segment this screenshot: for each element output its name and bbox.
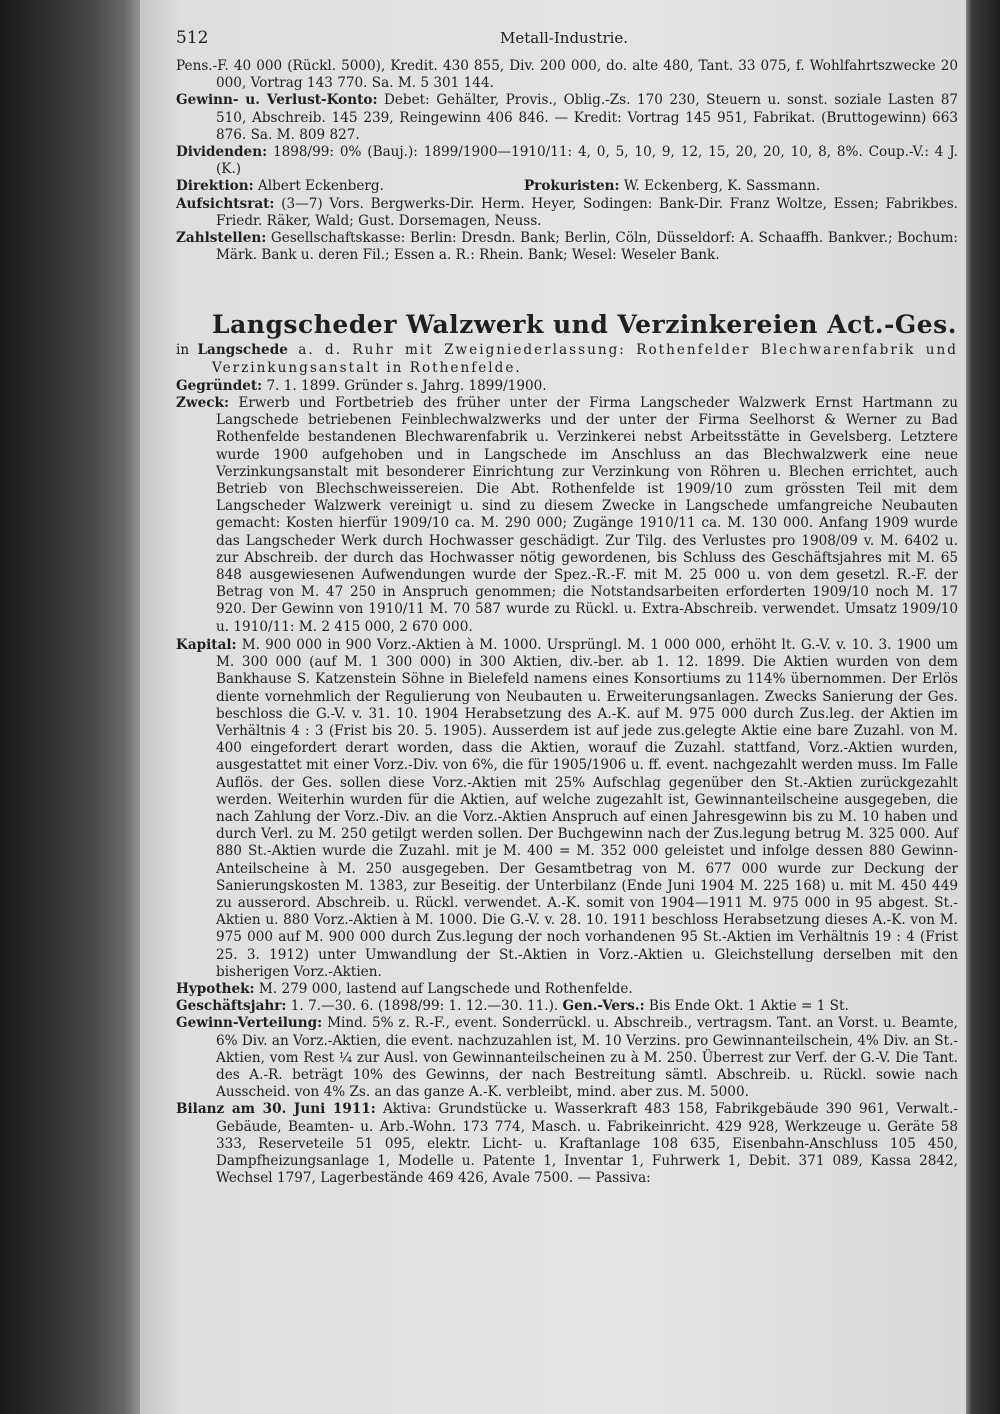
supervisory-board-label: Aufsichtsrat: [176, 195, 275, 212]
proxies-text: W. Eckenberg, K. Sassmann. [619, 178, 821, 195]
management-label: Direktion: [176, 178, 254, 195]
fiscal-year [176, 998, 958, 1015]
supervisory-board [176, 196, 958, 230]
general-meeting-text: Bis Ende Okt. 1 Aktie = 1 St. [644, 998, 849, 1015]
fiscal-year-text: 1. 7.—30. 6. (1898/99: 1. 12.—30. 11.). [286, 998, 563, 1015]
supervisory-board-text: (3—7) Vors. Bergwerks-Dir. Herm. Heyer, Sodingen: Bank-Dir. Franz Woltze, Essen; Fabrikbes. Friedr. Räker, Wald; Gust. Dorsemagen, Neuss. [216, 195, 958, 229]
management [176, 178, 958, 195]
profit-distribution-label: Gewinn-Verteilung: [176, 1015, 323, 1032]
profit-distribution [176, 1015, 958, 1101]
founded-label: Gegründet: [176, 377, 263, 394]
capital [176, 637, 958, 981]
capital-label: Kapital: [176, 636, 237, 653]
dividends-text: 1898/99: 0% (Bauj.): 1899/1900—1910/11: 4, 0, 5, 10, 9, 12, 15, 20, 20, 10, 8, 8%. Coup.-V.: 4 J. (K.) [216, 144, 958, 178]
dividends-label: Dividenden: [176, 144, 268, 161]
mortgage-text: M. 279 000, lastend auf Langschede und Rothenfelde. [254, 980, 633, 997]
location-details: a. d. Ruhr mit Zweigniederlassung: Rothenfelder Blechwarenfabrik und Verzinkungsanstalt in Rothenfelde. [212, 342, 958, 376]
capital-text: M. 900 000 in 900 Vorz.-Aktien à M. 1000. Ursprüngl. M. 1 000 000, erhöht lt. G.-V. v. 10. 3. 1900 um M. 300 000 (auf M. 1 300 000) in 300 Aktien, div.-ber. ab 1. 12. 1899. Die Aktien wurden von dem Bankhause S. Katzenstein Söhne in Bielefeld namens eines Konsortiums zu 114% übernommen. Der Erlös diente vornehmlich der Regulierung von Neubauten u. Erweiterungsanlagen. Zwecks Sanierung der Ges. beschloss die G.-V. v. 31. 10. 1904 Herabsetzung des A.-K. auf M. 975 000 durch Zus.leg. der Aktien im Verhältnis 4 : 3 (Frist bis 20. 5. 1905). Ausserdem ist auf jede zus.gelegte Aktie eine bare Zuzahl. von M. 400 eingefordert derart worden, dass die Aktien, worauf die Zuzahl. stattfand, Vorz.-Aktien wurden, ausgestattet mit einer Vorz.-Div. von 6%, die für 1905/1906 u. ff. event. nachgezahlt werden muss. Im Falle Auflös. der Ges. sollen diese Vorz.-Aktien mit 25% Aufschlag gegenüber den St.-Aktien zurückgezahlt werden. Weiterhin wurden für die Aktien, auf welche zugezahlt ist, Gewinnanteilscheine ausgegeben, die nach Zahlung der Vorz.-Div. an die Vorz.-Aktien Anspruch auf einen Jahresgewinn bis zu M. 10 haben und durch Verl. zu M. 250 getilgt werden sollen. Der Buchgewinn nach der Zus.legung betrug M. 325 000. Auf 880 St.-Aktien wurde die Zuzahl. mit je M. 400 = M. 352 000 geleistet und infolge dessen 880 Gewinn-Anteilscheine à M. 250 ausgegeben. Der Gesamtbetrag von M. 677 000 wurde zur Deckung der Sanierungskosten M. 1383, zur Beseitig. der Unterbilanz (Ende Juni 1904 M. 225 168) u. mit M. 450 449 zu ausserord. Abschreib. u. Rückl. verwendet. A.-K. somit von 1904—1911 M. 975 000 in 95 abgest. St.-Aktien u. 880 Vorz.-Aktien à M. 1000. Die G.-V. v. 28. 10. 1911 beschloss Herabsetzung dieses A.-K. von M. 975 000 auf M. 900 000 durch Zus.legung der noch vorhandenen 95 St.-Aktien im Verhältnis 19 : 4 (Frist 25. 3. 1912) unter Umwandlung der St.-Aktien in Vorz.-Aktien u. Gleichstellung derselben mit den bisherigen Vorz.-Aktien. [216, 636, 958, 980]
page-number: 512 [176, 28, 209, 48]
balance-sheet-label: Bilanz am 30. Juni 1911: [176, 1101, 376, 1118]
profit-loss-account [176, 92, 958, 144]
mortgage [176, 981, 958, 998]
location-prefix: in [176, 342, 198, 359]
purpose [176, 395, 958, 636]
book-page [140, 0, 966, 1414]
mortgage-label: Hypothek: [176, 980, 255, 997]
purpose-label: Zweck: [176, 395, 229, 412]
balance-continuation: Pens.-F. 40 000 (Rückl. 5000), Kredit. 430 855, Div. 200 000, do. alte 480, Tant. 33 075, f. Wohlfahrtszwecke 20 000, Vortrag 143 770. Sa. M. 5 301 144. [176, 58, 958, 92]
company-location [176, 342, 958, 376]
balance-sheet [176, 1101, 958, 1187]
dividends [176, 144, 958, 178]
company-title: Langscheder Walzwerk und Verzinkereien Act.-Ges. [212, 310, 957, 340]
page-content [176, 30, 958, 1187]
running-title: Metall-Industrie. [500, 29, 629, 47]
founded [176, 378, 958, 395]
fiscal-year-label: Geschäftsjahr: [176, 998, 287, 1015]
founded-text: 7. 1. 1899. Gründer s. Jahrg. 1899/1900. [262, 377, 547, 394]
purpose-text: Erwerb und Fortbetrieb des früher unter der Firma Langscheder Walzwerk Ernst Hartmann zu Langschede betriebenen Feinblechwalzwerks und der unter der Firma Seelhorst & Werner zu Bad Rothenfelde bestandenen Blechwarenfabrik u. Verzinkerei nebst Arbeitsstätte in Gevelsberg. Letztere wurde 1900 aufgehoben und in Langschede im Anschluss an das Blechwalzwerk eine neue Verzinkungsanstalt mit besonderer Einrichtung zur Verzinkung von Röhren u. Blechen errichtet, auch Betrieb von Blechschweissereien. Die Abt. Rothenfelde ist 1909/10 zum grössten Teil mit dem Langscheder Walzwerk vereinigt u. sind zu diesem Zwecke in Langschede umfangreiche Neubauten gemacht: Kosten hierfür 1909/10 ca. M. 290 000; Zugänge 1910/11 ca. M. 130 000. Anfang 1909 wurde das Langscheder Werk durch Hochwasser geschädigt. Zur Tilg. des Verlustes pro 1908/09 v. M. 6402 u. zur Abschreib. der durch das Hochwasser nötig gewordenen, bis Schluss des Geschäftsjahres mit M. 65 848 ausgewiesenen Aufwendungen wurde der Spez.-R.-F. mit M. 25 000 u. von dem gesetzl. R.-F. der Betrag von M. 47 250 in Anspruch genommen; die Notstandsarbeiten erforderten 1909/10 noch M. 17 920. Der Gewinn von 1910/11 M. 70 587 wurde zu Rückl. u. Extra-Abschreib. verwendet. Umsatz 1909/10 u. 1910/11: M. 2 415 000, 2 670 000. [216, 395, 958, 635]
profit-loss-text: Debet: Gehälter, Provis., Oblig.-Zs. 170 230, Steuern u. sonst. soziale Lasten 87 510, Abschreib. 145 239, Reingewinn 406 846. — Kredit: Vortrag 145 951, Fabrikat. (Bruttogewinn) 663 876. Sa. M. 809 827. [216, 92, 958, 143]
page-header [176, 30, 958, 58]
paying-agents-text: Gesellschaftskasse: Berlin: Dresdn. Bank; Berlin, Cöln, Düsseldorf: A. Schaaffh. Bankver.; Bochum: Märk. Bank u. deren Fil.; Essen a. R.: Rhein. Bank; Wesel: Weseler Bank. [216, 230, 958, 264]
balance-sheet-text: Aktiva: Grundstücke u. Wasserkraft 483 158, Fabrikgebäude 390 961, Verwalt.-Gebäude, Beamten- u. Arb.-Wohn. 173 774, Masch. u. Fabrikeinricht. 429 928, Werkzeuge u. Geräte 58 333, Reserveteile 51 095, elektr. Licht- u. Kraftanlage 108 635, Eisenbahn-Anschluss 105 450, Dampfheizungsanlage 1, Modelle u. Patente 1, Inventar 1, Fuhrwerk 1, Debit. 371 089, Kassa 2842, Wechsel 1797, Lagerbestände 469 426, Avale 7500. — Passiva: [216, 1101, 958, 1187]
location-place: Langschede [197, 342, 288, 359]
paying-agents [176, 230, 958, 264]
previous-entry-balance [176, 58, 958, 92]
book-binding-left [0, 0, 150, 1414]
proxies-label: Prokuristen: [523, 178, 620, 195]
profit-distribution-text: Mind. 5% z. R.-F., event. Sonderrückl. u. Abschreib., vertragsm. Tant. an Vorst. u. Beamte, 6% Div. an Vorz.-Aktien, die event. nachzuzahlen ist, M. 10 Verzins. pro Gewinnanteilschein, 4% Div. an St.-Aktien, vom Rest ¼ zur Ausl. von Gewinnanteilscheinen zu à M. 250. Überrest zur Verf. der G.-V. Die Tant. des A.-R. beträgt 10% des Gewinns, der nach Bestreitung sämtl. Abschreib. u. Rückl. sowie nach Ausscheid. von 4% Zs. an das ganze A.-K. verbleibt, mind. aber zus. M. 5000. [216, 1015, 958, 1101]
management-text: Albert Eckenberg. [253, 178, 384, 195]
profit-loss-label: Gewinn- u. Verlust-Konto: [176, 92, 378, 109]
paying-agents-label: Zahlstellen: [176, 230, 267, 247]
general-meeting-label: Gen.-Vers.: [562, 998, 645, 1015]
book-binding-right [962, 0, 1000, 1414]
